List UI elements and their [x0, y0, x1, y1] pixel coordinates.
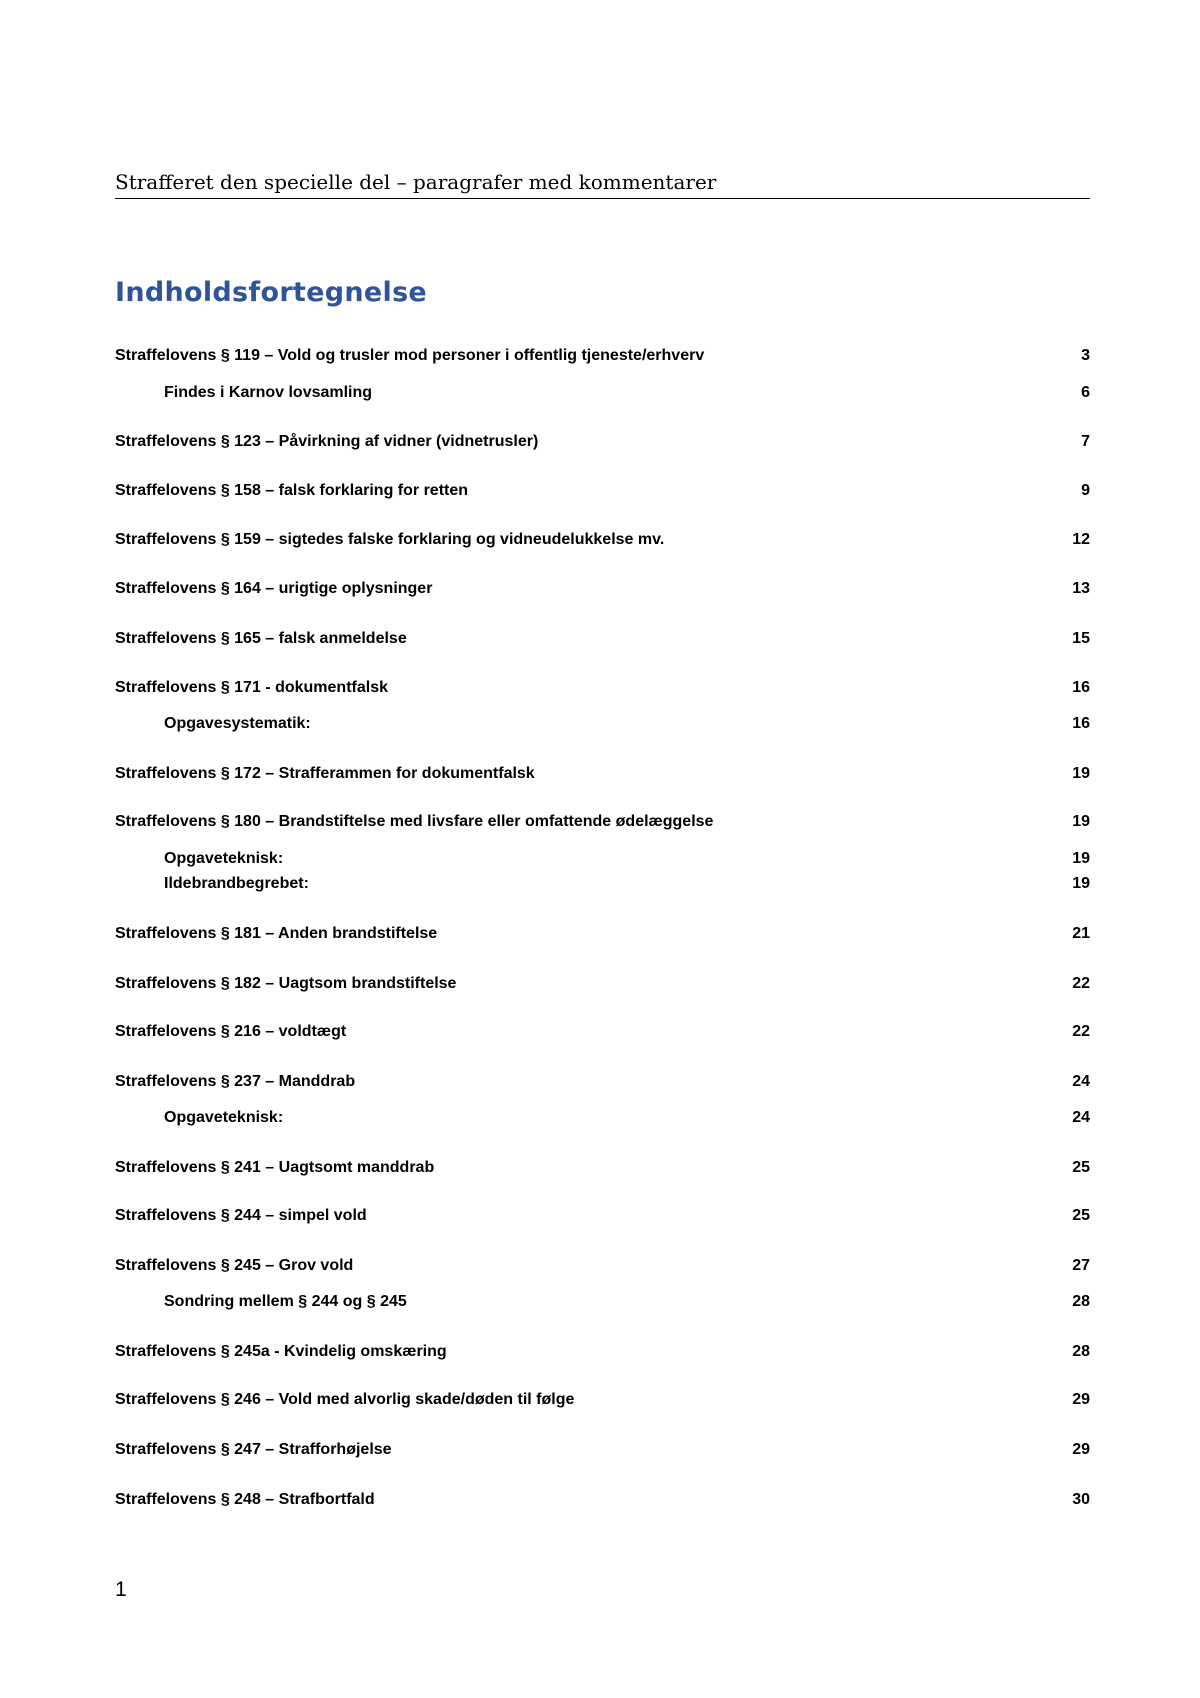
toc-entry[interactable]	[115, 628, 1090, 650]
toc-entry-title: Straffelovens § 237 – Manddrab	[115, 1073, 356, 1090]
toc-entry[interactable]	[115, 677, 1090, 699]
toc-entry-title: Opgaveteknisk:	[164, 1109, 284, 1126]
toc-entry[interactable]	[115, 1205, 1090, 1227]
toc-entry-title: Straffelovens § 245 – Grov vold	[115, 1257, 354, 1274]
toc-entry-page: 16	[1072, 679, 1090, 696]
toc-entry-page: 25	[1072, 1207, 1090, 1224]
toc-entry[interactable]	[115, 923, 1090, 945]
toc-entry[interactable]	[115, 973, 1090, 995]
toc-entry-title: Opgaveteknisk:	[164, 850, 284, 867]
toc-entry-page: 19	[1072, 875, 1090, 892]
toc-entry-title: Straffelovens § 246 – Vold med alvorlig skade/døden til følge	[115, 1391, 575, 1408]
toc-entry-page: 22	[1072, 1023, 1090, 1040]
toc-entry-title: Straffelovens § 172 – Strafferammen for dokumentfalsk	[115, 765, 535, 782]
toc-entry-page: 6	[1081, 384, 1090, 401]
toc-entry-page: 28	[1072, 1343, 1090, 1360]
toc-entry-title: Ildebrandbegrebet:	[164, 875, 309, 892]
toc-entry[interactable]	[115, 811, 1090, 833]
toc-entry-title: Straffelovens § 245a - Kvindelig omskæring	[115, 1343, 447, 1360]
toc-entry-page: 28	[1072, 1293, 1090, 1310]
toc-entry[interactable]	[115, 1291, 1090, 1313]
toc-entry[interactable]	[115, 1071, 1090, 1093]
toc-entry-page: 3	[1081, 347, 1090, 364]
toc-entry-page: 9	[1081, 482, 1090, 499]
toc-entry-title: Straffelovens § 248 – Strafbortfald	[115, 1491, 375, 1508]
toc-entry-title: Straffelovens § 180 – Brandstiftelse med livsfare eller omfattende ødelæggelse	[115, 813, 714, 830]
toc-entry-page: 15	[1072, 630, 1090, 647]
toc-entry-title: Straffelovens § 164 – urigtige oplysninger	[115, 580, 433, 597]
toc-entry-page: 21	[1072, 925, 1090, 942]
toc-entry[interactable]	[115, 1157, 1090, 1179]
toc-entry-title: Straffelovens § 165 – falsk anmeldelse	[115, 630, 407, 647]
toc-entry[interactable]	[115, 848, 1090, 870]
toc-entry-page: 19	[1072, 813, 1090, 830]
toc-entry[interactable]	[115, 713, 1090, 735]
toc-entry-page: 13	[1072, 580, 1090, 597]
toc-entry-title: Straffelovens § 182 – Uagtsom brandstiftelse	[115, 975, 457, 992]
toc-entry-title: Straffelovens § 159 – sigtedes falske forklaring og vidneudelukkelse mv.	[115, 531, 665, 548]
toc-entry-title: Findes i Karnov lovsamling	[164, 384, 373, 401]
toc-entry[interactable]	[115, 529, 1090, 551]
toc-entry[interactable]	[115, 1489, 1090, 1511]
toc-entry-page: 19	[1072, 765, 1090, 782]
toc-entry[interactable]	[115, 345, 1090, 367]
page-number: 1	[115, 1578, 127, 1601]
toc-entry-title: Straffelovens § 158 – falsk forklaring for retten	[115, 482, 469, 499]
toc-entry-page: 7	[1081, 433, 1090, 450]
toc-entry-page: 30	[1072, 1491, 1090, 1508]
toc-entry-page: 25	[1072, 1159, 1090, 1176]
toc-entry[interactable]	[115, 1021, 1090, 1043]
toc-entry[interactable]	[115, 1439, 1090, 1461]
toc-entry[interactable]	[115, 873, 1090, 895]
toc-entry-page: 24	[1072, 1109, 1090, 1126]
toc-entry-page: 16	[1072, 715, 1090, 732]
toc-entry[interactable]	[115, 763, 1090, 785]
toc-entry[interactable]	[115, 1107, 1090, 1129]
toc-entry-title: Opgavesystematik:	[164, 715, 311, 732]
toc-entry[interactable]	[115, 1341, 1090, 1363]
toc-entry-title: Straffelovens § 244 – simpel vold	[115, 1207, 367, 1224]
toc-entry-page: 27	[1072, 1257, 1090, 1274]
toc-entry-title: Straffelovens § 241 – Uagtsomt manddrab	[115, 1159, 435, 1176]
toc-entry-title: Sondring mellem § 244 og § 245	[164, 1293, 407, 1310]
toc-entry[interactable]	[115, 480, 1090, 502]
toc-entry[interactable]	[115, 431, 1090, 453]
toc-entry-page: 19	[1072, 850, 1090, 867]
toc-entry-title: Straffelovens § 247 – Strafforhøjelse	[115, 1441, 392, 1458]
toc-entry[interactable]	[115, 382, 1090, 404]
toc-entry-title: Straffelovens § 123 – Påvirkning af vidner (vidnetrusler)	[115, 433, 539, 450]
toc-entry-title: Straffelovens § 181 – Anden brandstiftelse	[115, 925, 438, 942]
toc-entry-page: 12	[1072, 531, 1090, 548]
toc-entry-title: Straffelovens § 171 - dokumentfalsk	[115, 679, 388, 696]
toc-entry-page: 22	[1072, 975, 1090, 992]
toc-entry[interactable]	[115, 1255, 1090, 1277]
toc-entry-page: 29	[1072, 1391, 1090, 1408]
toc-entry[interactable]	[115, 578, 1090, 600]
toc-entry-title: Straffelovens § 216 – voldtægt	[115, 1023, 347, 1040]
toc-entry-page: 24	[1072, 1073, 1090, 1090]
toc-heading: Indholdsfortegnelse	[115, 277, 428, 308]
toc-entry[interactable]	[115, 1389, 1090, 1411]
toc-entry-page: 29	[1072, 1441, 1090, 1458]
toc-entry-title: Straffelovens § 119 – Vold og trusler mod personer i offentlig tjeneste/erhverv	[115, 347, 705, 364]
running-header: Strafferet den specielle del – paragrafer med kommentarer	[115, 168, 1090, 199]
